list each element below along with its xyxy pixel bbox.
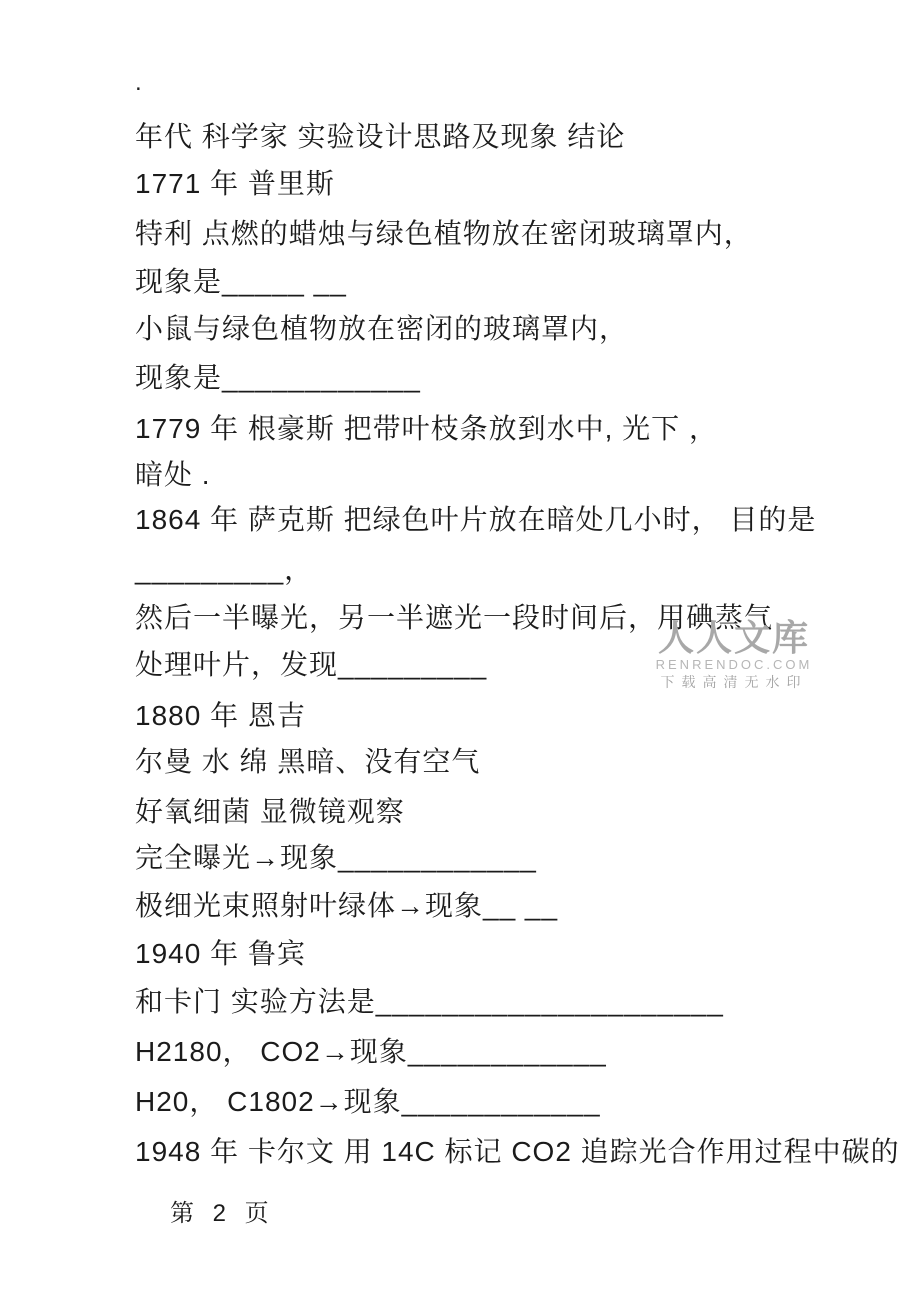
doc-line: 小鼠与绿色植物放在密闭的玻璃罩内， bbox=[135, 313, 629, 344]
doc-line: 1864 年 萨克斯 把绿色叶片放在暗处几小时， 目的是 bbox=[135, 504, 817, 535]
doc-line: 然后一半曝光，另一半遮光一段时间后，用碘蒸气 bbox=[135, 602, 774, 633]
doc-line: 暗处 . bbox=[135, 459, 211, 490]
page-number: 第 2 页 bbox=[170, 1200, 275, 1227]
doc-line-blank: 现象是____________ bbox=[135, 362, 421, 393]
doc-line-table-header: 年代 科学家 实验设计思路及现象 结论 bbox=[135, 121, 626, 152]
stray-dot: . bbox=[135, 69, 143, 96]
doc-line-blank: 现象是_____ __ bbox=[135, 266, 347, 297]
doc-line: 好氧细菌 显微镜观察 bbox=[135, 796, 405, 827]
doc-line: 特利 点燃的蜡烛与绿色植物放在密闭玻璃罩内， bbox=[135, 218, 753, 249]
doc-line-blank: 处理叶片，发现_________ bbox=[135, 649, 488, 680]
doc-line-blank: 和卡门 实验方法是_____________________ bbox=[135, 986, 724, 1017]
watermark bbox=[644, 620, 824, 690]
doc-line: 1940 年 鲁宾 bbox=[135, 938, 306, 969]
doc-line-blank: 完全曝光→现象____________ bbox=[135, 842, 537, 873]
watermark-tagline: 下载高清无水印 bbox=[660, 674, 808, 690]
doc-line: 1880 年 恩吉 bbox=[135, 700, 306, 731]
doc-line: 1779 年 根豪斯 把带叶枝条放到水中, 光下 ， bbox=[135, 413, 718, 444]
watermark-brand-logo: 人人文库 bbox=[657, 618, 810, 658]
doc-line: 1771 年 普里斯 bbox=[135, 168, 335, 199]
doc-line-blank: _________， bbox=[135, 554, 314, 585]
doc-line-blank: 极细光束照射叶绿体→现象__ __ bbox=[135, 890, 559, 921]
doc-line-blank: H20， C1802→现象____________ bbox=[135, 1086, 601, 1117]
doc-line-blank: H2180， CO2→现象____________ bbox=[135, 1036, 607, 1067]
watermark-domain: RENRENDOC.COM bbox=[655, 657, 813, 672]
doc-line: 尔曼 水 绵 黑暗、没有空气 bbox=[135, 746, 481, 777]
doc-line: 1948 年 卡尔文 用 14C 标记 CO2 追踪光合作用过程中碳的 bbox=[135, 1136, 900, 1167]
